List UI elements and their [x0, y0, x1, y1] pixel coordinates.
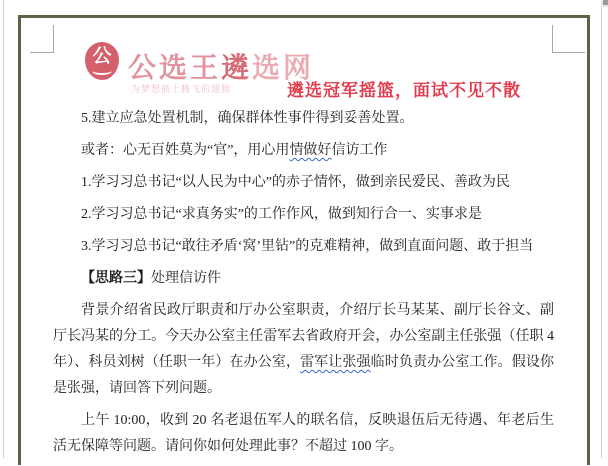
margin-crop-mark-top-left-horizontal: [30, 52, 53, 53]
paragraph-background-pre: 背景介绍省民政厅职责和厅办公室职责，介绍厅长马某某、副厅长谷文、副厅长冯某的分工。今天办公室主任雷军去省政府开会，办公室副主任张强（任职 4 年）、科员刘树（任职一年）在办公室，: [53, 303, 554, 370]
paragraph-item-5: 5.建立应急处置机制，确保群体性事件得到妥善处置。: [81, 111, 414, 126]
logo-badge-character: 公: [92, 46, 112, 67]
document-page: [18, 15, 590, 465]
paragraph-background: [53, 298, 554, 402]
scrollbar-track-line: [601, 0, 602, 458]
paragraph-background-post: 临时负责办公室工作。假设你是张强，请回答下列问题。: [53, 355, 555, 396]
paragraph-item-1: 1.学习习总书记“以人民为中心”的赤子情怀，做到亲民爱民、善政为民: [81, 175, 510, 190]
brand-part-3: 选网: [252, 53, 315, 84]
logo-badge-icon: [85, 42, 119, 80]
brand-part-1: 公选王: [128, 53, 222, 84]
paragraph-alternative-pre: 或者：心无百姓莫为“官”，用心用: [81, 143, 290, 158]
logo-swoosh-icon: [92, 67, 112, 75]
paragraph-alternative-title: [53, 138, 554, 164]
paragraph-item-3: 3.学习习总书记“敢往矛盾‘窝’里钻”的克难精神，做到直面问题、敢于担当: [81, 239, 534, 254]
margin-crop-mark-top-left-vertical: [53, 25, 54, 53]
section-heading-bracket: 【思路三】: [81, 271, 151, 286]
paragraph-item-2: 2.学习习总书记“求真务实”的工作作风，做到知行合一、实事求是: [81, 207, 482, 222]
brand-part-2: 遴: [221, 53, 253, 84]
margin-crop-mark-top-right-vertical: [552, 25, 553, 53]
paragraph-alternative-post: 信访工作: [331, 143, 388, 158]
paragraph-question: 上午 10:00，收到 20 名老退伍军人的联名信，反映退伍后无待遇、年老后生活无保障等问题。请问你如何处理此事？不超过 100 字。: [53, 413, 554, 454]
banner-slogan: 遴选冠军摇篮，面试不见不散: [287, 81, 521, 100]
margin-crop-mark-top-right-horizontal: [552, 52, 585, 53]
brand-tagline: 为梦想插上腾飞的翅膀: [131, 84, 232, 94]
scrollbar-corner: [601, 0, 608, 7]
spellcheck-marked-text-2: 雷军让张强: [300, 355, 371, 370]
section-heading-rest: 处理信访件: [151, 271, 221, 286]
window-left-border: [3, 0, 4, 458]
section-heading-thought-three: [53, 266, 554, 292]
spellcheck-marked-text: 情做好: [289, 143, 332, 158]
document-body-text: [53, 106, 554, 466]
